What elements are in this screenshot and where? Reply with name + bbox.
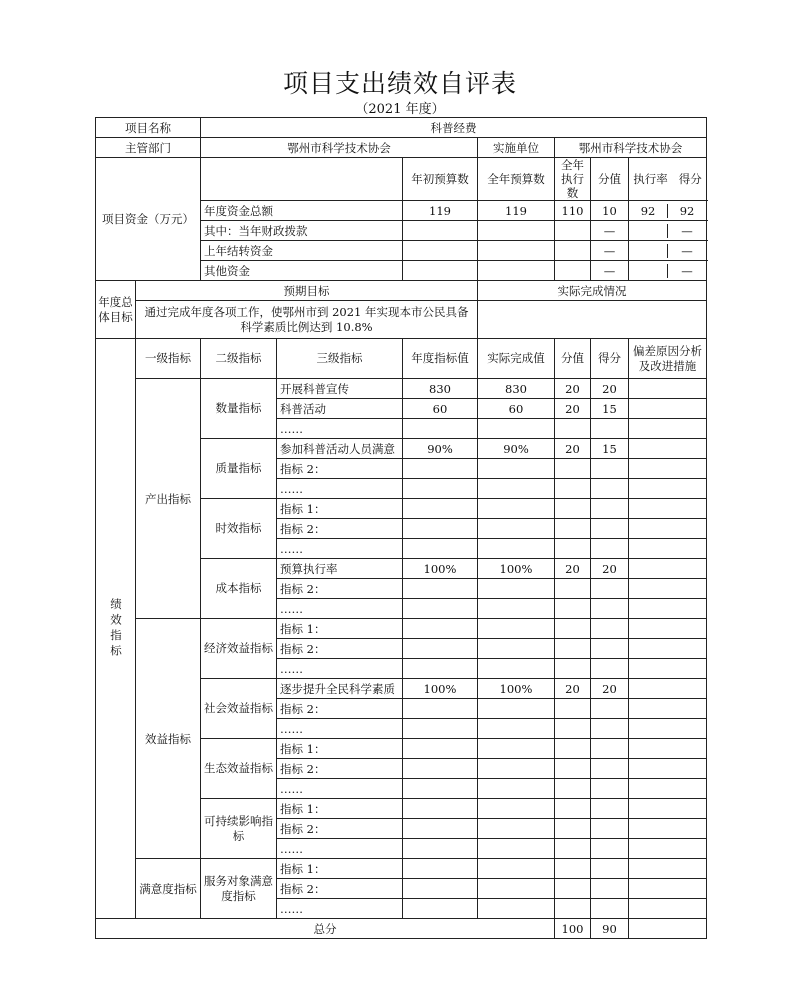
deviation-reason [629, 699, 707, 719]
deviation-reason [629, 759, 707, 779]
level1-indicator: 满意度指标 [136, 859, 201, 919]
funds-cell [403, 261, 478, 281]
target-value: 90% [403, 439, 478, 459]
level2-indicator: 可持续影响指标 [201, 799, 277, 859]
indicator-header: 得分 [591, 339, 629, 379]
page-title: 项目支出绩效自评表 [282, 69, 517, 98]
funds-label: 项目资金（万元） [96, 158, 201, 281]
level3-indicator: 指标 2： [277, 819, 403, 839]
level3-indicator: 指标 2： [277, 759, 403, 779]
earned-score [591, 819, 629, 839]
target-value [403, 659, 478, 679]
target-value [403, 519, 478, 539]
weight-score [555, 459, 591, 479]
actual-value: 830 [478, 379, 555, 399]
indicator-header: 二级指标 [201, 339, 277, 379]
deviation-reason [629, 799, 707, 819]
earned-score: 20 [591, 379, 629, 399]
weight-score [555, 739, 591, 759]
level3-indicator: 指标 2： [277, 459, 403, 479]
expected-goal-header: 预期目标 [136, 281, 478, 301]
actual-value [478, 619, 555, 639]
level2-indicator: 数量指标 [201, 379, 277, 439]
actual-value: 100% [478, 559, 555, 579]
level3-indicator: …… [277, 839, 403, 859]
funds-header: 执行率 [633, 172, 668, 186]
deviation-reason [629, 479, 707, 499]
funds-cell [403, 221, 478, 241]
earned-score: 15 [591, 439, 629, 459]
actual-value [478, 779, 555, 799]
target-value [403, 419, 478, 439]
deviation-reason [629, 599, 707, 619]
funds-row-label: 上年结转资金 [201, 241, 403, 261]
deviation-reason [629, 519, 707, 539]
deviation-reason [629, 379, 707, 399]
level3-indicator: 指标 2： [277, 579, 403, 599]
weight-score [555, 599, 591, 619]
level2-indicator: 生态效益指标 [201, 739, 277, 799]
earned-score [591, 619, 629, 639]
target-value [403, 899, 478, 919]
level3-indicator: 指标 1： [277, 499, 403, 519]
actual-value [478, 419, 555, 439]
target-value [403, 579, 478, 599]
weight-score [555, 639, 591, 659]
funds-rate-score-cell [629, 261, 707, 281]
funds-cell [478, 261, 555, 281]
indicator-row [96, 859, 707, 879]
actual-value [478, 699, 555, 719]
total-earned: 90 [591, 919, 629, 939]
weight-score [555, 779, 591, 799]
weight-score [555, 699, 591, 719]
level3-indicator: 参加科普活动人员满意 [277, 439, 403, 459]
level3-indicator: 指标 2： [277, 699, 403, 719]
indicator-header: 分值 [555, 339, 591, 379]
deviation-reason [629, 559, 707, 579]
actual-value: 100% [478, 679, 555, 699]
earned-score [591, 759, 629, 779]
target-value [403, 739, 478, 759]
level1-indicator: 产出指标 [136, 379, 201, 619]
actual-value [478, 819, 555, 839]
target-value: 60 [403, 399, 478, 419]
actual-value [478, 719, 555, 739]
deviation-reason [629, 819, 707, 839]
funds-header-blank [201, 158, 403, 201]
funds-rate-score-cell [629, 241, 707, 261]
deviation-reason [629, 539, 707, 559]
indicator-row [96, 379, 707, 399]
weight-score [555, 499, 591, 519]
actual-value [478, 759, 555, 779]
indicator-header: 一级指标 [136, 339, 201, 379]
deviation-reason [629, 399, 707, 419]
actual-value [478, 499, 555, 519]
earned-score [591, 719, 629, 739]
funds-cell: 119 [478, 201, 555, 221]
target-value [403, 819, 478, 839]
deviation-reason [629, 579, 707, 599]
target-value [403, 599, 478, 619]
weight-score [555, 879, 591, 899]
weight-score: 20 [555, 559, 591, 579]
deviation-reason [629, 659, 707, 679]
weight-score: 20 [555, 679, 591, 699]
earned-score [591, 839, 629, 859]
level2-indicator: 经济效益指标 [201, 619, 277, 679]
earned-score [591, 419, 629, 439]
actual-value [478, 899, 555, 919]
funds-cell [629, 224, 667, 238]
funds-header: 全年预算数 [478, 158, 555, 201]
level3-indicator: 开展科普宣传 [277, 379, 403, 399]
target-value [403, 839, 478, 859]
funds-cell [555, 221, 591, 241]
actual-value [478, 879, 555, 899]
funds-cell [629, 264, 667, 278]
target-value: 100% [403, 679, 478, 699]
indicator-section-label: 绩效指标 [96, 339, 136, 919]
weight-score [555, 859, 591, 879]
indicator-header-row [96, 339, 707, 379]
target-value [403, 879, 478, 899]
target-value [403, 859, 478, 879]
level3-indicator: 指标 2： [277, 519, 403, 539]
deviation-reason [629, 879, 707, 899]
target-value [403, 699, 478, 719]
target-value [403, 479, 478, 499]
target-value [403, 539, 478, 559]
funds-cell: — [667, 264, 706, 278]
level3-indicator: 指标 1： [277, 739, 403, 759]
level3-indicator: 指标 2： [277, 639, 403, 659]
total-weight: 100 [555, 919, 591, 939]
project-name-value: 科普经费 [201, 118, 707, 138]
funds-row-label: 其中：当年财政拨款 [201, 221, 403, 241]
earned-score [591, 639, 629, 659]
level3-indicator: 逐步提升全民科学素质 [277, 679, 403, 699]
weight-score [555, 839, 591, 859]
target-value: 100% [403, 559, 478, 579]
expected-goal-text: 通过完成年度各项工作，使鄂州市到 2021 年实现本市公民具备科学素质比例达到 10.8% [136, 301, 478, 339]
funds-cell: 92 [640, 203, 656, 218]
level3-indicator: …… [277, 599, 403, 619]
actual-value: 90% [478, 439, 555, 459]
deviation-reason [629, 419, 707, 439]
earned-score [591, 739, 629, 759]
department-row [96, 138, 707, 158]
weight-score: 20 [555, 379, 591, 399]
level3-indicator: …… [277, 479, 403, 499]
weight-score [555, 479, 591, 499]
weight-score [555, 759, 591, 779]
funds-rate-score-header [629, 158, 707, 201]
indicator-header: 年度指标值 [403, 339, 478, 379]
level3-indicator: …… [277, 719, 403, 739]
weight-score [555, 419, 591, 439]
level3-indicator: 科普活动 [277, 399, 403, 419]
weight-score [555, 519, 591, 539]
funds-header: 得分 [678, 172, 702, 186]
deviation-reason [629, 779, 707, 799]
earned-score [591, 479, 629, 499]
earned-score [591, 859, 629, 879]
target-value [403, 719, 478, 739]
target-value [403, 499, 478, 519]
actual-result-header: 实际完成情况 [478, 281, 707, 301]
funds-row-label: 其他资金 [201, 261, 403, 281]
level2-indicator: 时效指标 [201, 499, 277, 559]
funds-rate-score-cell [629, 221, 707, 241]
target-value [403, 639, 478, 659]
actual-value [478, 519, 555, 539]
earned-score [591, 539, 629, 559]
impl-label: 实施单位 [478, 138, 555, 158]
weight-score [555, 659, 591, 679]
earned-score [591, 779, 629, 799]
weight-score [555, 539, 591, 559]
deviation-reason [629, 439, 707, 459]
level3-indicator: …… [277, 659, 403, 679]
funds-header: 分值 [591, 158, 629, 201]
level3-indicator: 指标 1： [277, 799, 403, 819]
indicator-row [96, 619, 707, 639]
weight-score: 20 [555, 399, 591, 419]
indicator-header: 偏差原因分析及改进措施 [629, 339, 707, 379]
weight-score [555, 899, 591, 919]
actual-value [478, 799, 555, 819]
level3-indicator: 预算执行率 [277, 559, 403, 579]
level3-indicator: …… [277, 779, 403, 799]
earned-score [591, 799, 629, 819]
weight-score: 20 [555, 439, 591, 459]
dept-value: 鄂州市科学技术协会 [201, 138, 478, 158]
actual-value [478, 539, 555, 559]
funds-cell: — [667, 224, 706, 238]
funds-cell: 10 [591, 201, 629, 221]
funds-cell [403, 241, 478, 261]
deviation-reason [629, 899, 707, 919]
target-value [403, 799, 478, 819]
funds-cell [478, 241, 555, 261]
actual-value [478, 659, 555, 679]
actual-value: 60 [478, 399, 555, 419]
goals-header-row [96, 281, 707, 301]
deviation-reason [629, 459, 707, 479]
deviation-reason [629, 739, 707, 759]
funds-rate-score-cell [629, 201, 707, 221]
earned-score [591, 659, 629, 679]
funds-cell: — [591, 261, 629, 281]
actual-value [478, 839, 555, 859]
indicator-header: 实际完成值 [478, 339, 555, 379]
funds-cell: — [591, 221, 629, 241]
level3-indicator: 指标 1： [277, 859, 403, 879]
funds-cell: — [667, 244, 706, 258]
actual-value [478, 479, 555, 499]
goals-label: 年度总体目标 [96, 281, 136, 339]
funds-cell [555, 241, 591, 261]
earned-score [591, 599, 629, 619]
year-subtitle: （2021 年度） [355, 102, 445, 117]
deviation-reason [629, 499, 707, 519]
actual-value [478, 579, 555, 599]
level3-indicator: …… [277, 899, 403, 919]
goals-content-row [96, 301, 707, 339]
earned-score: 20 [591, 679, 629, 699]
funds-row-label: 年度资金总额 [201, 201, 403, 221]
weight-score [555, 619, 591, 639]
impl-value: 鄂州市科学技术协会 [555, 138, 707, 158]
weight-score [555, 579, 591, 599]
level2-indicator: 成本指标 [201, 559, 277, 619]
earned-score: 20 [591, 559, 629, 579]
deviation-reason [629, 719, 707, 739]
level3-indicator: …… [277, 419, 403, 439]
funds-cell: — [591, 241, 629, 261]
funds-cell: 92 [667, 204, 706, 218]
earned-score [591, 879, 629, 899]
level2-indicator: 服务对象满意度指标 [201, 859, 277, 919]
deviation-reason [629, 839, 707, 859]
deviation-reason [629, 619, 707, 639]
deviation-reason [629, 859, 707, 879]
actual-value [478, 599, 555, 619]
earned-score [591, 459, 629, 479]
level3-indicator: 指标 2： [277, 879, 403, 899]
total-reason [629, 919, 707, 939]
weight-score [555, 819, 591, 839]
funds-header: 年初预算数 [403, 158, 478, 201]
deviation-reason [629, 639, 707, 659]
funds-cell: 119 [403, 201, 478, 221]
level2-indicator: 社会效益指标 [201, 679, 277, 739]
funds-cell [478, 221, 555, 241]
earned-score [591, 519, 629, 539]
funds-header: 全年执行数 [555, 158, 591, 201]
level3-indicator: …… [277, 539, 403, 559]
actual-value [478, 639, 555, 659]
earned-score [591, 699, 629, 719]
actual-result-text [478, 301, 707, 339]
funds-cell [555, 261, 591, 281]
actual-value [478, 459, 555, 479]
earned-score [591, 499, 629, 519]
earned-score [591, 899, 629, 919]
level3-indicator: 指标 1： [277, 619, 403, 639]
target-value [403, 759, 478, 779]
target-value: 830 [403, 379, 478, 399]
weight-score [555, 799, 591, 819]
level2-indicator: 质量指标 [201, 439, 277, 499]
project-name-label: 项目名称 [96, 118, 201, 138]
earned-score [591, 579, 629, 599]
self-evaluation-table [95, 117, 707, 939]
funds-header-row [96, 158, 707, 201]
target-value [403, 779, 478, 799]
target-value [403, 619, 478, 639]
earned-score: 15 [591, 399, 629, 419]
project-name-row [96, 118, 707, 138]
dept-label: 主管部门 [96, 138, 201, 158]
level1-indicator: 效益指标 [136, 619, 201, 859]
funds-cell: 110 [555, 201, 591, 221]
weight-score [555, 719, 591, 739]
funds-cell [629, 244, 667, 258]
total-row [96, 919, 707, 939]
indicator-header: 三级指标 [277, 339, 403, 379]
target-value [403, 459, 478, 479]
total-label: 总分 [96, 919, 555, 939]
deviation-reason [629, 679, 707, 699]
actual-value [478, 739, 555, 759]
actual-value [478, 859, 555, 879]
